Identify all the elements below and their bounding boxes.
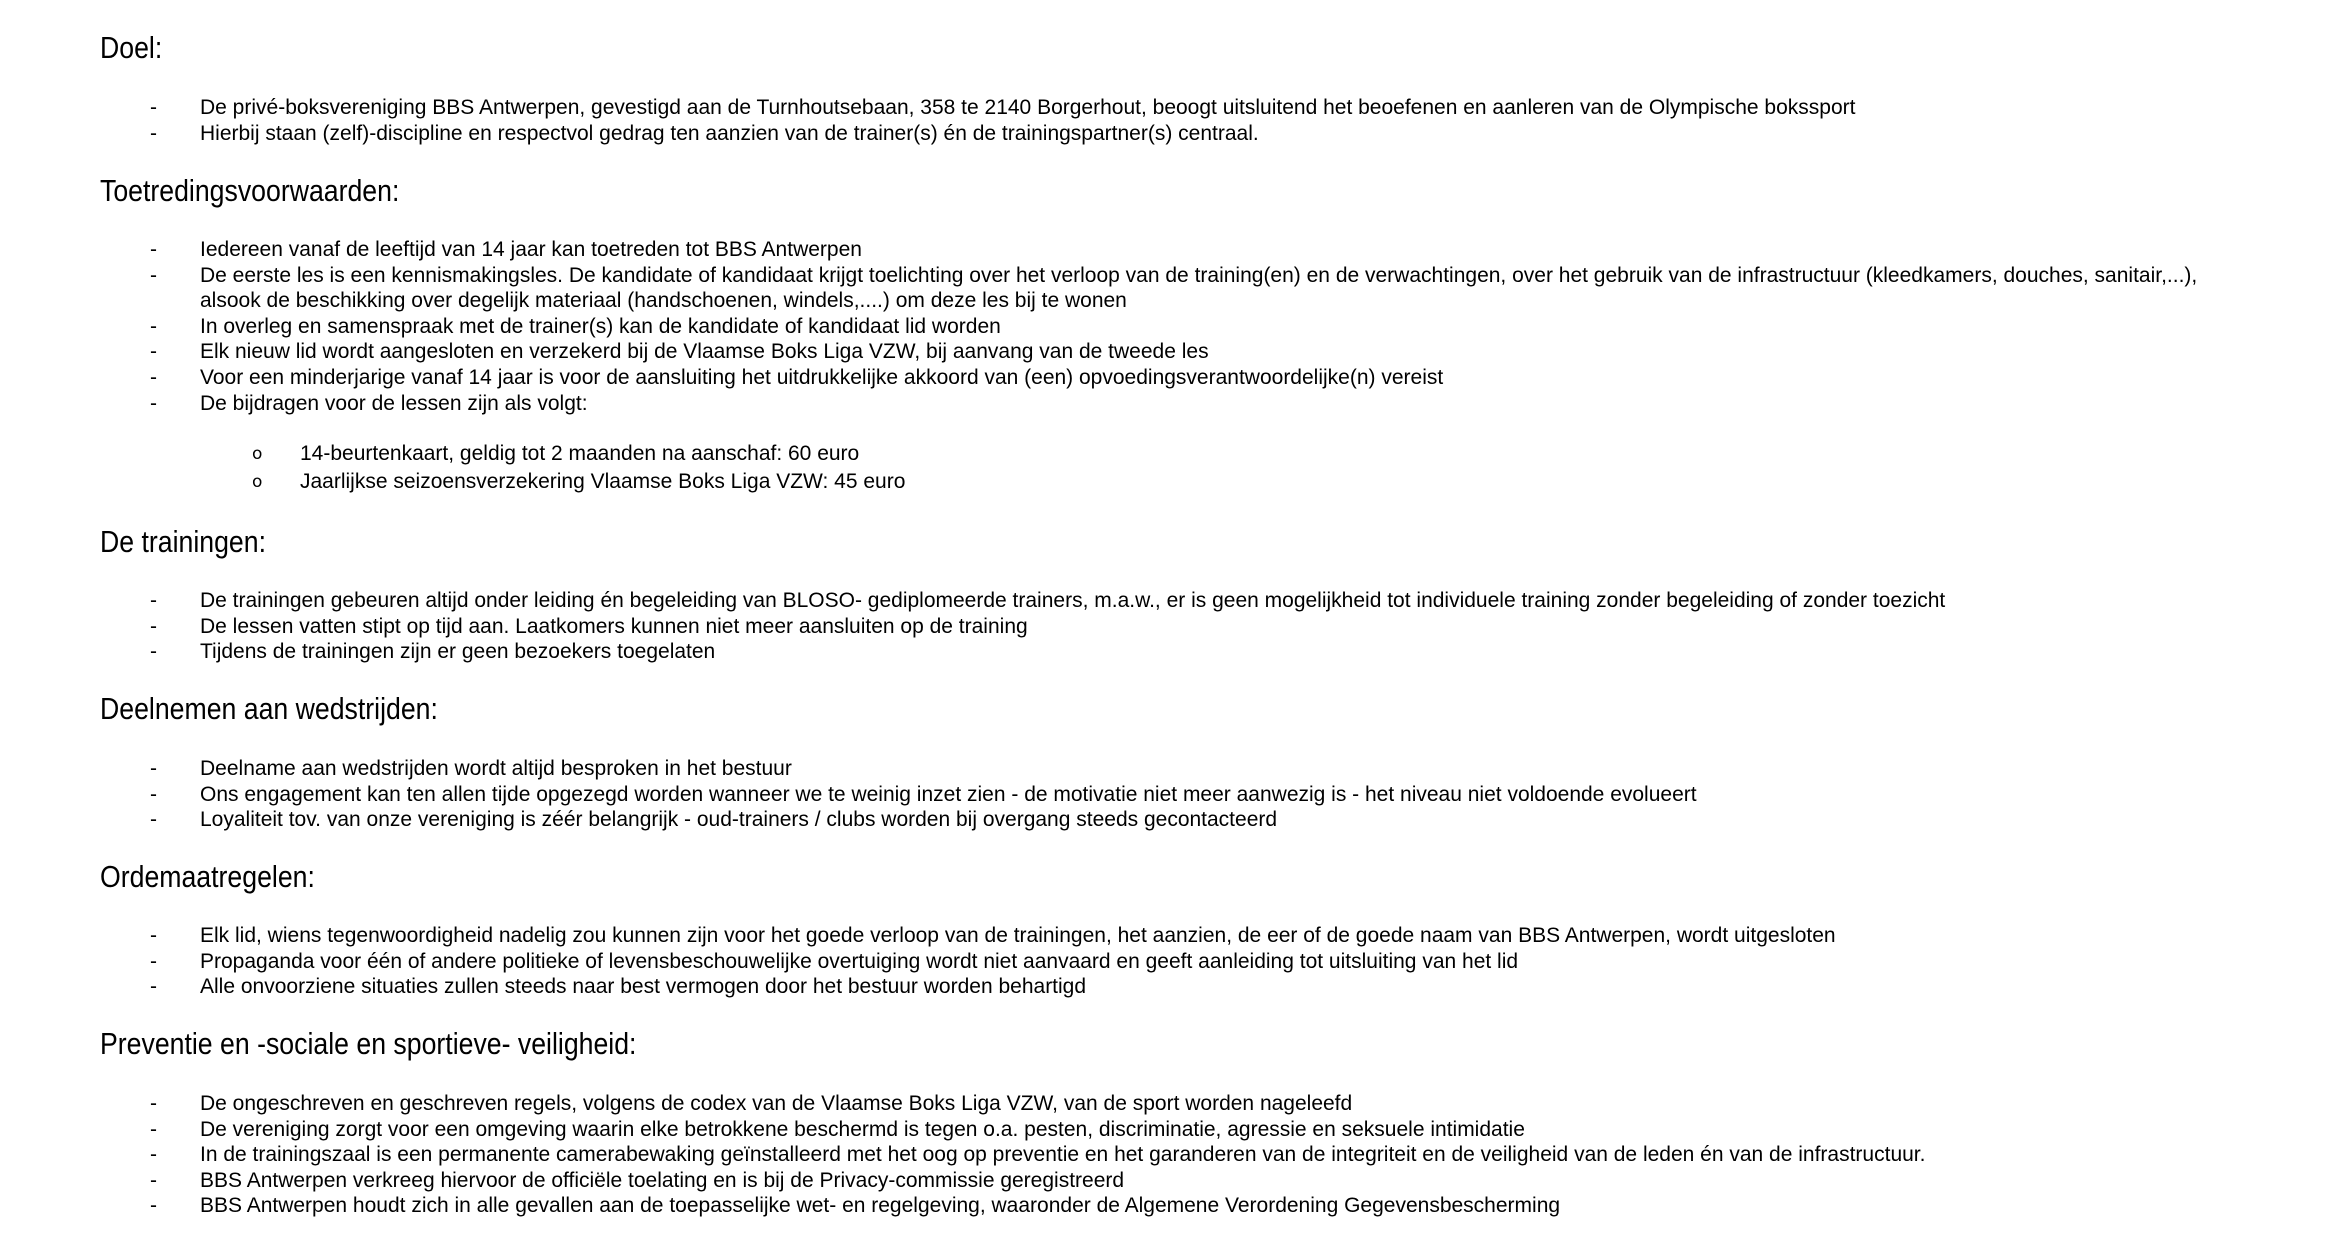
list-item: - Ons engagement kan ten allen tijde opgezegd worden wanneer we te weinig inzet zien - de motivatie niet meer aanwezig is - het niveau niet voldoende evolueert [150, 782, 1697, 806]
sub-list-item: o Jaarlijkse seizoensverzekering Vlaamse Boks Liga VZW: 45 euro [0, 468, 905, 496]
dash-bullet: - [150, 924, 157, 947]
dash-bullet: - [150, 1168, 157, 1192]
list-item: - Elk lid, wiens tegenwoordigheid nadelig zou kunnen zijn voor het goede verloop van de trainingen, het aanzien, de eer of de goede naam van BBS Antwerpen, wordt uitgesloten [150, 924, 1836, 947]
list-item: - De eerste les is een kennismakingsles. De kandidate of kandidaat krijgt toelichting over het verloop van de training(en) en de verwachtingen, over het gebruik van de infrastructuur (kleedkamers, douches, sanitair,...), alsook de beschikking over degelijk materiaal (handschoenen, windels,....) om deze les bij te wonen [150, 263, 2198, 313]
section-list-ordemaatregelen [0, 923, 2200, 1000]
section-list-de-trainingen [0, 588, 2200, 665]
list-item: - De trainingen gebeuren altijd onder leiding én begeleiding van BLOSO- gediplomeerde trainers, m.a.w., er is geen mogelijkheid tot individuele training zonder begeleiding of zonder toezicht [150, 589, 1946, 612]
list-item: - Deelname aan wedstrijden wordt altijd besproken in het bestuur [150, 757, 792, 780]
sub-list-item: o 14-beurtenkaart, geldig tot 2 maanden na aanschaf: 60 euro [0, 440, 905, 468]
dash-bullet: - [150, 949, 157, 973]
list-item: - BBS Antwerpen houdt zich in alle gevallen aan de toepasselijke wet- en regelgeving, waaronder de Algemene Verordening Gegevensbescherming [150, 1194, 1561, 1218]
list-item: - Loyaliteit tov. van onze vereniging is zéér belangrijk - oud-trainers / clubs worden bij overgang steeds gecontacteerd [150, 808, 1278, 832]
list-item: - De vereniging zorgt voor een omgeving waarin elke betrokkene beschermd is tegen o.a. pesten, discriminatie, agressie en seksuele intimidatie [150, 1117, 1525, 1141]
sub-list-bijdragen [0, 440, 905, 496]
list-item: - Tijdens de trainingen zijn er geen bezoekers toegelaten [150, 640, 716, 664]
dash-bullet: - [150, 121, 157, 145]
list-item: - Propaganda voor één of andere politieke of levensbeschouwelijke overtuiging wordt niet aanvaard en geeft aanleiding tot uitsluiting van het lid [150, 949, 1519, 973]
dash-bullet: - [150, 782, 157, 806]
dash-bullet: - [150, 263, 157, 287]
list-item: - Iedereen vanaf de leeftijd van 14 jaar kan toetreden tot BBS Antwerpen [150, 238, 862, 261]
dash-bullet: - [150, 757, 157, 780]
circle-bullet: o [252, 444, 263, 464]
list-item: - De lessen vatten stipt op tijd aan. Laatkomers kunnen niet meer aansluiten op de training [150, 614, 1028, 638]
dash-bullet: - [150, 1194, 157, 1218]
list-item: - BBS Antwerpen verkreeg hiervoor de officiële toelating en is bij de Privacy-commissie geregistreerd [150, 1168, 1125, 1192]
list-item: - De ongeschreven en geschreven regels, volgens de codex van de Vlaamse Boks Liga VZW, van de sport worden nageleefd [150, 1092, 1353, 1115]
list-item: - Hierbij staan (zelf)-discipline en respectvol gedrag ten aanzien van de trainer(s) én de trainingspartner(s) centraal. [150, 121, 1259, 145]
list-item: - De bijdragen voor de lessen zijn als volgt: [150, 391, 588, 415]
dash-bullet: - [150, 589, 157, 612]
list-item: - De privé-boksvereniging BBS Antwerpen, gevestigd aan de Turnhoutsebaan, 358 te 2140 Borgerhout, beoogt uitsluitend het beoefenen en aanleren van de Olympische bokssport [150, 96, 1856, 119]
list-item: - Voor een minderjarige vanaf 14 jaar is voor de aansluiting het uitdrukkelijke akkoord van (een) opvoedingsverantwoordelijke(n) vereist [150, 365, 1444, 389]
list-item: - Elk nieuw lid wordt aangesloten en verzekerd bij de Vlaamse Boks Liga VZW, bij aanvang van de tweede les [150, 340, 1209, 364]
dash-bullet: - [150, 975, 157, 999]
dash-bullet: - [150, 1143, 157, 1167]
dash-bullet: - [150, 238, 157, 261]
dash-bullet: - [150, 365, 157, 389]
section-title-deelnemen-aan-wedstrijden: Deelnemen aan wedstrijden: [100, 691, 438, 726]
section-list-doel [0, 95, 2200, 146]
list-item: - In de trainingszaal is een permanente camerabewaking geïnstalleerd met het oog op preventie en het garanderen van de integriteit en de veiligheid van de leden én van de infrastructuur. [150, 1143, 1926, 1167]
dash-bullet: - [150, 1117, 157, 1141]
dash-bullet: - [150, 640, 157, 664]
section-title-preventie: Preventie en -sociale en sportieve- veiligheid: [100, 1026, 637, 1061]
section-title-toetredingsvoorwaarden: Toetredingsvoorwaarden: [100, 173, 400, 208]
circle-bullet: o [252, 472, 263, 492]
section-list-toetredingsvoorwaarden [0, 237, 2210, 416]
dash-bullet: - [150, 808, 157, 832]
section-title-ordemaatregelen: Ordemaatregelen: [100, 859, 315, 894]
list-item: - In overleg en samenspraak met de trainer(s) kan de kandidate of kandidaat lid worden [150, 314, 1001, 338]
dash-bullet: - [150, 340, 157, 364]
section-title-de-trainingen: De trainingen: [100, 524, 266, 559]
section-title-doel: Doel: [100, 30, 163, 65]
dash-bullet: - [150, 614, 157, 638]
section-list-deelnemen-aan-wedstrijden [0, 756, 2200, 833]
dash-bullet: - [150, 391, 157, 415]
dash-bullet: - [150, 1092, 157, 1115]
list-item: - Alle onvoorziene situaties zullen steeds naar best vermogen door het bestuur worden behartigd [150, 975, 1087, 999]
dash-bullet: - [150, 96, 157, 119]
dash-bullet: - [150, 314, 157, 338]
section-list-preventie [0, 1091, 2200, 1219]
